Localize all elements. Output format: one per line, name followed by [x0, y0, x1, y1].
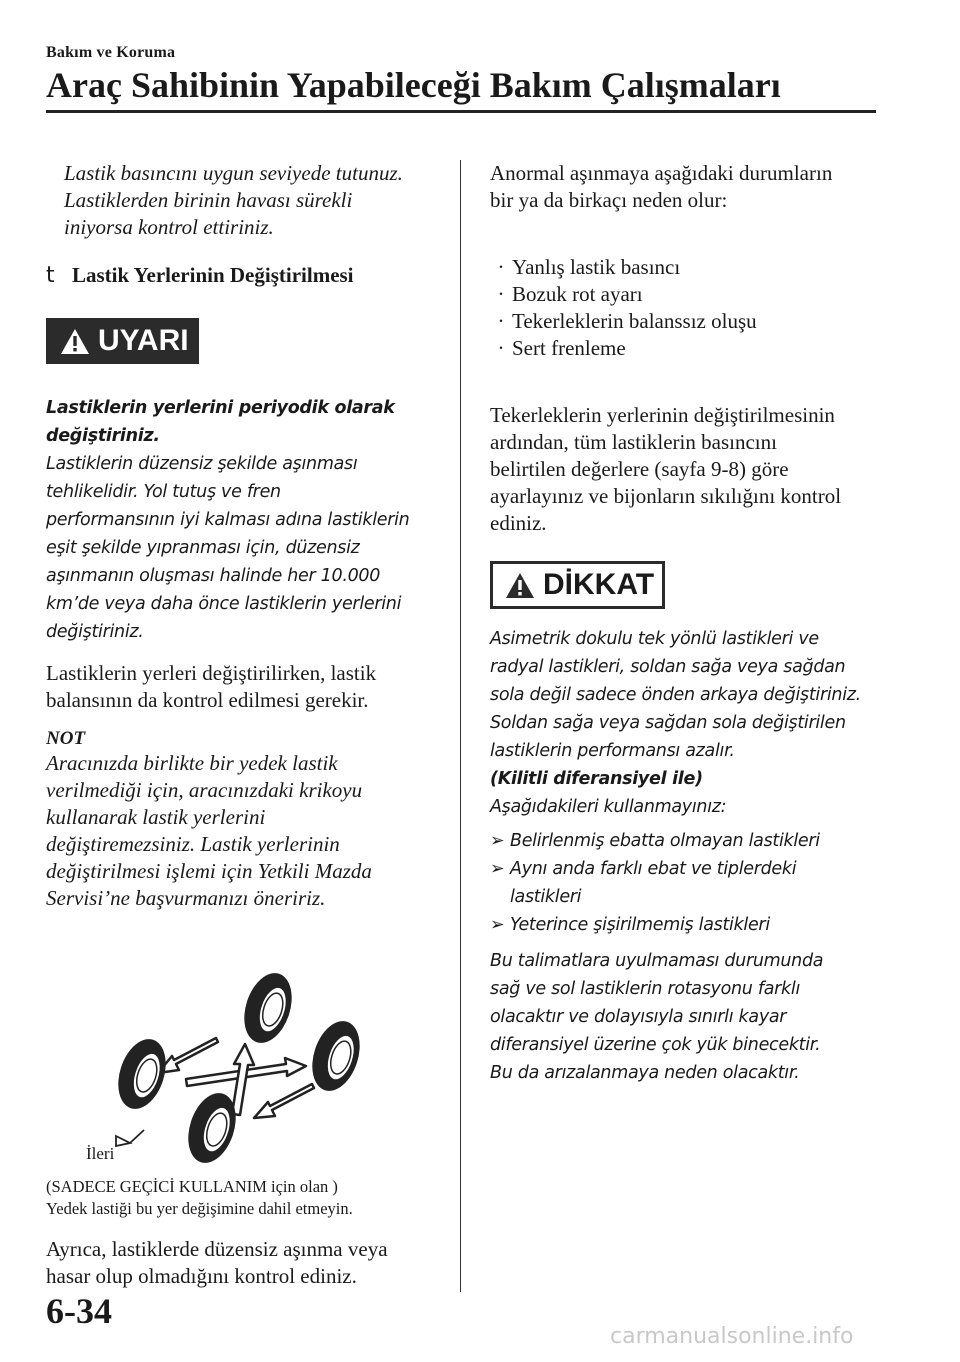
list-item: · Bozuk rot ayarı [497, 282, 643, 306]
text-line: Bu da arızalanmaya neden olacaktır. [490, 1063, 800, 1083]
tire-rear-left [236, 967, 300, 1049]
caution-badge [490, 561, 665, 609]
text-line: Lastiklerin yerlerini periyodik olarak [46, 398, 395, 418]
text-line: tehlikelidir. Yol tutuş ve fren [46, 482, 281, 502]
list-item: · Tekerleklerin balanssız oluşu [497, 309, 757, 333]
text-line: Lastik basıncını uygun seviyede tutunuz. [64, 161, 403, 185]
text-line: Lastiklerden birinin havası sürekli [64, 188, 353, 212]
forward-label: İleri [86, 1144, 115, 1163]
tire-rotation-diagram [46, 946, 442, 1166]
diff-intro: Aşağıdakileri kullanmayınız: [490, 797, 727, 817]
text-line: verilmediği için, aracınızdaki krikoyu [46, 778, 363, 802]
page-title: Araç Sahibinin Yapabileceği Bakım Çalışmaları [46, 65, 781, 105]
list-item: ➢ Aynı anda farklı ebat ve tiplerdeki [490, 859, 797, 879]
paragraph [490, 160, 890, 214]
text-line: Lastiklerin yerleri değiştirilirken, lastik [46, 661, 377, 685]
forward-arrow-icon [116, 1130, 144, 1146]
tire-front-left [110, 1033, 174, 1115]
rotation-arrow [254, 1084, 314, 1118]
text-line: radyal lastikleri, soldan sağa veya sağdan [490, 657, 846, 677]
list-item: lastikleri [510, 887, 582, 907]
list-item: ➢ Belirlenmiş ebatta olmayan lastikleri [490, 831, 820, 851]
figure-caption [46, 1176, 442, 1220]
text-line: performansının iyi kalması adına lastiklerin [46, 510, 410, 530]
text-line: sola değil sadece önden arkaya değiştiriniz. [490, 685, 861, 705]
text-line: km’de veya daha önce lastiklerin yerlerini [46, 594, 402, 614]
text-line: Bu talimatlara uyulmaması durumunda [490, 951, 824, 971]
page-number: 6-34 [46, 1291, 112, 1331]
paragraph [46, 660, 442, 714]
warning-body [46, 394, 442, 646]
text-line: belirtilen değerlere (sayfa 9-8) göre [490, 457, 789, 481]
watermark: carmanualsonline.info [610, 1324, 854, 1349]
text-line: Anormal aşınmaya aşağıdaki durumların [490, 161, 833, 185]
left-column [46, 160, 442, 1290]
text-line: Yedek lastiği bu yer değişimine dahil etmeyin. [46, 1199, 353, 1218]
causes-list [490, 254, 890, 362]
list-item: · Sert frenleme [497, 336, 626, 360]
text-line: iniyorsa kontrol ettiriniz. [64, 215, 274, 239]
column-divider [460, 160, 461, 1292]
text-line: lastiklerin performansı azalır. [490, 741, 735, 761]
diff-title: (Kilitli diferansiyel ile) [490, 769, 703, 789]
warning-label: UYARI [98, 324, 189, 357]
caution-outro [490, 947, 890, 1087]
text-line: Asimetrik dokulu tek yönlü lastikleri ve [490, 629, 819, 649]
caution-body [490, 625, 890, 821]
text-line: (SADECE GEÇİCİ KULLANIM için olan ) [46, 1177, 338, 1196]
left-intro [46, 160, 442, 241]
section-title: Lastik Yerlerinin Değiştirilmesi [72, 263, 354, 287]
note-title: NOT [46, 728, 86, 749]
text-line: Aracınızda birlikte bir yedek lastik [46, 751, 338, 775]
text-line: bir ya da birkaçı neden olur: [490, 188, 728, 212]
text-line: Tekerleklerin yerlerinin değiştirilmesinin [490, 403, 835, 427]
text-line: ardından, tüm lastiklerin basıncını [490, 430, 777, 454]
text-line: ayarlayınız ve bijonların sıkılığını kontrol [490, 484, 842, 508]
text-line: değiştirilmesi işlemi için Yetkili Mazda [46, 859, 372, 883]
text-line: kullanarak lastik yerlerini [46, 805, 266, 829]
rotation-arrow [158, 1038, 218, 1073]
caution-triangle-icon [505, 572, 535, 599]
text-line: balansının da kontrol edilmesi gerekir. [46, 688, 369, 712]
tire-rotation-figure [46, 946, 442, 1166]
text-line: ediniz. [490, 511, 547, 535]
list-item: ➢ Yeterince şişirilmemiş lastikleri [490, 915, 770, 935]
paragraph [46, 1236, 442, 1290]
section-glyph: t [46, 263, 55, 288]
note-body [46, 750, 442, 912]
paragraph [490, 402, 890, 537]
text-line: Lastiklerin düzensiz şekilde aşınması [46, 454, 358, 474]
text-line: diferansiyel üzerine çok yük binecektir. [490, 1035, 821, 1055]
text-line: hasar olup olmadığını kontrol ediniz. [46, 1264, 357, 1288]
text-line: Ayrıca, lastiklerde düzensiz aşınma veya [46, 1237, 388, 1261]
text-line: değiştiremezsiniz. Lastik yerlerinin [46, 832, 340, 856]
text-line: olacaktır ve dolayısıyla sınırlı kayar [490, 1007, 787, 1027]
section-heading [46, 263, 442, 288]
text-line: sağ ve sol lastiklerin rotasyonu farklı [490, 979, 800, 999]
warning-triangle-icon [60, 328, 90, 355]
section-label: Bakım ve Koruma [46, 44, 176, 61]
caution-label: DİKKAT [543, 568, 655, 601]
list-item: · Yanlış lastik basıncı [497, 255, 681, 279]
header-rule [46, 110, 876, 113]
warning-badge [46, 318, 199, 364]
text-line: Soldan sağa veya sağdan sola değiştirilen [490, 713, 846, 733]
right-column [490, 160, 890, 1087]
text-line: değiştiriniz. [46, 622, 144, 642]
diff-list [490, 827, 890, 939]
text-line: eşit şekilde yıpranması için, düzensiz [46, 538, 360, 558]
text-line: Servisi’ne başvurmanızı öneririz. [46, 886, 326, 910]
text-line: değiştiriniz. [46, 426, 160, 446]
text-line: aşınmanın oluşması halinde her 10.000 [46, 566, 381, 586]
